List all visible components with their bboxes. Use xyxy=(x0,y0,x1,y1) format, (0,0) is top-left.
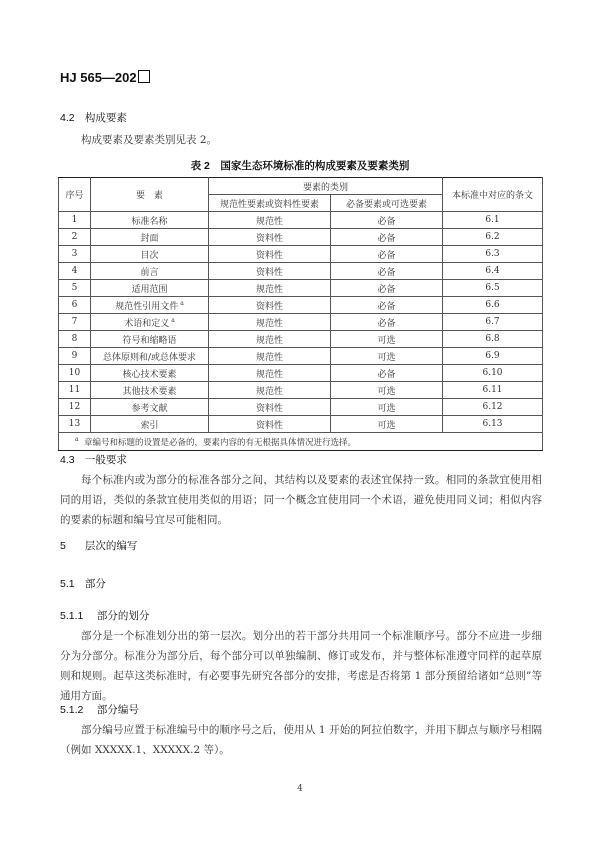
element-name: 适用范围 xyxy=(131,284,168,295)
section-number: 4.2 xyxy=(60,112,75,124)
section-heading-5 xyxy=(60,538,137,553)
cell-element xyxy=(91,331,209,348)
cell-required: 必备 xyxy=(331,365,443,382)
table-caption: 表 2 国家生态环境标准的构成要素及要素类别 xyxy=(190,160,410,172)
section-number: 5 xyxy=(60,540,66,552)
cell-required: 可选 xyxy=(331,382,443,399)
standard-id-text: HJ 565—202 xyxy=(60,70,137,85)
cell-element xyxy=(91,212,209,229)
element-name: 符号和缩略语 xyxy=(122,335,177,346)
cell-element xyxy=(91,314,209,331)
cell-type: 规范性 xyxy=(209,314,331,331)
header-required: 必备要素或可选要素 xyxy=(331,195,443,212)
cell-clause: 6.9 xyxy=(443,348,543,365)
cell-element xyxy=(91,382,209,399)
cell-seq: 1 xyxy=(59,212,91,229)
element-name: 规范性引用文件 xyxy=(115,301,179,312)
cell-type: 规范性 xyxy=(209,365,331,382)
header-clause: 本标准中对应的条文 xyxy=(443,178,543,212)
cell-clause: 6.2 xyxy=(443,229,543,246)
cell-type: 资料性 xyxy=(209,229,331,246)
cell-type: 资料性 xyxy=(209,263,331,280)
footnote-marker: a xyxy=(180,299,184,307)
element-name: 索引 xyxy=(140,420,159,431)
paragraph-4-2: 构成要素及要素类别见表 2。 xyxy=(81,134,218,146)
section-number: 5.1 xyxy=(60,578,75,590)
table-row xyxy=(59,314,543,331)
cell-required: 必备 xyxy=(331,297,443,314)
header-category: 要素的类别 xyxy=(209,178,443,195)
section-title: 一般要求 xyxy=(84,454,127,466)
cell-element xyxy=(91,365,209,382)
cell-required: 必备 xyxy=(331,246,443,263)
table-row xyxy=(59,348,543,365)
element-name: 标准名称 xyxy=(131,216,168,227)
cell-element xyxy=(91,399,209,416)
cell-seq: 8 xyxy=(59,331,91,348)
section-heading-5-1 xyxy=(60,576,106,591)
cell-type: 资料性 xyxy=(209,416,331,433)
cell-element xyxy=(91,348,209,365)
header-normative: 规范性要素或资料性要素 xyxy=(209,195,331,212)
cell-clause: 6.5 xyxy=(443,280,543,297)
footnote-marker: a xyxy=(171,316,175,324)
table-row xyxy=(59,382,543,399)
cell-element xyxy=(91,229,209,246)
elements-table xyxy=(58,177,543,451)
paragraph-4-3: 每个标准内或为部分的标准各部分之间，其结构以及要素的表述宜保持一致。相同的条款宜使用相同的用语，类似的条款宜使用类似的用语；同一个概念宜使用同一个术语，避免使用同义词；相似内容的要素的标题和编号宜尽可能相同。 xyxy=(60,474,542,526)
cell-type: 规范性 xyxy=(209,348,331,365)
cell-required: 必备 xyxy=(331,229,443,246)
section-heading-4-2 xyxy=(60,110,127,125)
cell-clause: 6.8 xyxy=(443,331,543,348)
cell-clause: 6.1 xyxy=(443,212,543,229)
cell-seq: 10 xyxy=(59,365,91,382)
table-row xyxy=(59,229,543,246)
element-name: 总体原则和/或总体要求 xyxy=(102,352,197,363)
header-element: 要 素 xyxy=(91,178,209,212)
placeholder-box-icon xyxy=(138,70,150,83)
cell-type: 规范性 xyxy=(209,280,331,297)
section-number: 4.3 xyxy=(60,454,75,466)
page-number: 4 xyxy=(297,784,303,794)
cell-type: 规范性 xyxy=(209,331,331,348)
cell-element xyxy=(91,280,209,297)
cell-seq: 7 xyxy=(59,314,91,331)
cell-seq: 11 xyxy=(59,382,91,399)
cell-clause: 6.12 xyxy=(443,399,543,416)
cell-clause: 6.7 xyxy=(443,314,543,331)
section-title: 部分的划分 xyxy=(96,610,150,622)
cell-seq: 13 xyxy=(59,416,91,433)
table-row xyxy=(59,212,543,229)
paragraph-5-1-1: 部分是一个标准划分出的第一层次。划分出的若干部分共用同一个标准顺序号。部分不应进一步细分为分部分。标准分为部分后，每个部分可以单独编制、修订或发布，并与整体标准遵守同样的起草原则和规则。起草这类标准时，有必要事先研究各部分的安排，考虑是否将第 1 部分预留给诸如“总则”等通用方面。 xyxy=(60,630,542,702)
standard-id xyxy=(60,70,150,85)
header-seq: 序号 xyxy=(59,178,91,212)
section-number: 5.1.2 xyxy=(60,704,84,716)
cell-element xyxy=(91,416,209,433)
cell-clause: 6.11 xyxy=(443,382,543,399)
element-name: 术语和定义 xyxy=(124,318,170,329)
element-name: 核心技术要素 xyxy=(122,369,177,380)
cell-required: 必备 xyxy=(331,280,443,297)
cell-required: 必备 xyxy=(331,263,443,280)
element-name: 其他技术要素 xyxy=(122,386,177,397)
cell-seq: 5 xyxy=(59,280,91,297)
cell-seq: 9 xyxy=(59,348,91,365)
cell-seq: 12 xyxy=(59,399,91,416)
section-heading-5-1-1 xyxy=(60,608,149,623)
table-row xyxy=(59,297,543,314)
cell-clause: 6.3 xyxy=(443,246,543,263)
cell-type: 资料性 xyxy=(209,297,331,314)
cell-seq: 4 xyxy=(59,263,91,280)
table-row xyxy=(59,331,543,348)
footnote-text: 章编号和标题的设置是必备的，要素内容的有无根据具体情况进行选择。 xyxy=(83,437,356,448)
element-name: 前言 xyxy=(140,267,159,278)
section-heading-4-3 xyxy=(60,452,127,467)
cell-clause: 6.13 xyxy=(443,416,543,433)
cell-seq: 2 xyxy=(59,229,91,246)
table-footnote-row xyxy=(59,433,543,451)
section-number: 5.1.1 xyxy=(60,610,84,622)
element-name: 参考文献 xyxy=(131,403,168,414)
footnote-mark: a xyxy=(75,435,79,443)
table-row xyxy=(59,365,543,382)
cell-clause: 6.10 xyxy=(443,365,543,382)
cell-required: 必备 xyxy=(331,212,443,229)
cell-required: 可选 xyxy=(331,348,443,365)
section-title: 层次的编写 xyxy=(84,540,138,552)
section-title: 构成要素 xyxy=(84,112,127,124)
table-header-row xyxy=(59,178,543,195)
cell-element xyxy=(91,297,209,314)
cell-required: 可选 xyxy=(331,331,443,348)
cell-type: 规范性 xyxy=(209,212,331,229)
table-row xyxy=(59,399,543,416)
cell-type: 资料性 xyxy=(209,399,331,416)
section-title: 部分编号 xyxy=(96,704,139,716)
element-name: 目次 xyxy=(140,250,159,261)
cell-clause: 6.6 xyxy=(443,297,543,314)
cell-clause: 6.4 xyxy=(443,263,543,280)
cell-required: 可选 xyxy=(331,416,443,433)
section-title: 部分 xyxy=(84,578,106,590)
table-row xyxy=(59,416,543,433)
cell-seq: 3 xyxy=(59,246,91,263)
cell-type: 规范性 xyxy=(209,382,331,399)
table-row xyxy=(59,280,543,297)
table-row xyxy=(59,263,543,280)
section-heading-5-1-2 xyxy=(60,702,139,717)
cell-element xyxy=(91,263,209,280)
cell-required: 必备 xyxy=(331,314,443,331)
cell-element xyxy=(91,246,209,263)
element-name: 封面 xyxy=(140,233,159,244)
table-row xyxy=(59,246,543,263)
cell-type: 资料性 xyxy=(209,246,331,263)
table-footnote xyxy=(59,433,543,451)
cell-required: 可选 xyxy=(331,399,443,416)
paragraph-5-1-2: 部分编号应置于标准编号中的顺序号之后，使用从 1 开始的阿拉伯数字，并用下脚点与顺序号相隔（例如 XXXXX.1、XXXXX.2 等）。 xyxy=(60,724,542,756)
cell-seq: 6 xyxy=(59,297,91,314)
